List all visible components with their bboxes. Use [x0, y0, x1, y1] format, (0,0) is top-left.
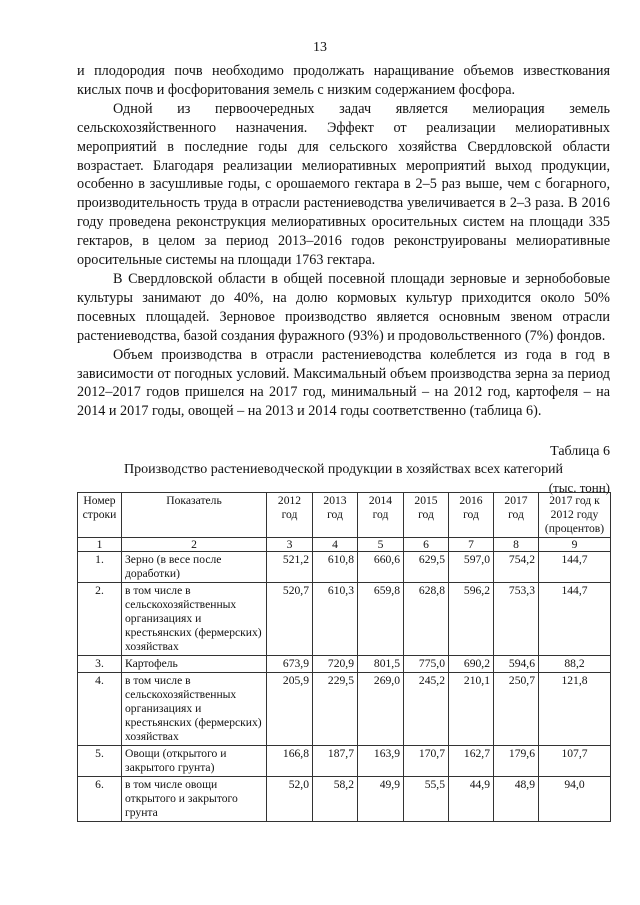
value-cell: 179,6 [494, 746, 539, 777]
row-number: 3. [78, 656, 122, 673]
value-cell: 660,6 [358, 552, 404, 583]
percent-cell: 88,2 [539, 656, 611, 673]
value-cell: 58,2 [313, 777, 358, 822]
value-cell: 801,5 [358, 656, 404, 673]
table-row [78, 552, 611, 583]
header-percent: 2017 год к 2012 году (процентов) [539, 493, 611, 538]
value-cell: 170,7 [404, 746, 449, 777]
value-cell: 250,7 [494, 673, 539, 746]
value-cell: 229,5 [313, 673, 358, 746]
value-cell: 55,5 [404, 777, 449, 822]
index-cell: 3 [267, 538, 313, 552]
value-cell: 210,1 [449, 673, 494, 746]
header-2013: 2013 год [313, 493, 358, 538]
index-cell: 2 [122, 538, 267, 552]
header-2014: 2014 год [358, 493, 404, 538]
value-cell: 44,9 [449, 777, 494, 822]
indicator-name: в том числе овощи открытого и закрытого грунта [122, 777, 267, 822]
value-cell: 610,3 [313, 583, 358, 656]
value-cell: 629,5 [404, 552, 449, 583]
indicator-name: в том числе в сельскохозяйственных организациях и крестьянских (фермерских) хозяйствах [122, 673, 267, 746]
table-row [78, 583, 611, 656]
value-cell: 628,8 [404, 583, 449, 656]
header-2016: 2016 год [449, 493, 494, 538]
value-cell: 269,0 [358, 673, 404, 746]
indicator-name: Картофель [122, 656, 267, 673]
value-cell: 49,9 [358, 777, 404, 822]
value-cell: 163,9 [358, 746, 404, 777]
table-row [78, 746, 611, 777]
page-number: 13 [313, 40, 327, 55]
index-cell: 7 [449, 538, 494, 552]
row-number: 1. [78, 552, 122, 583]
row-number: 6. [78, 777, 122, 822]
index-cell: 9 [539, 538, 611, 552]
table-row [78, 673, 611, 746]
index-cell: 5 [358, 538, 404, 552]
row-number: 4. [78, 673, 122, 746]
table-label: Таблица 6 [550, 444, 610, 459]
value-cell: 753,3 [494, 583, 539, 656]
header-indicator: Показатель [122, 493, 267, 538]
paragraph-1: и плодородия почв необходимо продолжать наращивание объемов известкования кислых почв и фосфоритования земель с низким содержанием фосфора. [77, 63, 610, 98]
percent-cell: 121,8 [539, 673, 611, 746]
value-cell: 596,2 [449, 583, 494, 656]
production-table [77, 492, 611, 822]
header-2017: 2017 год [494, 493, 539, 538]
value-cell: 520,7 [267, 583, 313, 656]
value-cell: 166,8 [267, 746, 313, 777]
table-title: Производство растениеводческой продукции в хозяйствах всех категорий [124, 462, 563, 477]
header-row-number: Номер строки [78, 493, 122, 538]
value-cell: 162,7 [449, 746, 494, 777]
value-cell: 52,0 [267, 777, 313, 822]
table-row [78, 777, 611, 822]
body-text [77, 62, 610, 421]
value-cell: 597,0 [449, 552, 494, 583]
value-cell: 754,2 [494, 552, 539, 583]
value-cell: 690,2 [449, 656, 494, 673]
table-unit: (тыс. тонн) [548, 480, 610, 495]
percent-cell: 94,0 [539, 777, 611, 822]
value-cell: 610,8 [313, 552, 358, 583]
table-row [78, 656, 611, 673]
index-cell: 1 [78, 538, 122, 552]
value-cell: 673,9 [267, 656, 313, 673]
paragraph-3: В Свердловской области в общей посевной площади зерновые и зернобобовые культуры занимают до 40%, на долю кормовых культур приходится около 50% посевных площадей. Зерновое производство является основным звеном отрасли растениеводства, базой создания фуражного (93%) и продовольственного (7%) фондов. [77, 270, 610, 344]
value-cell: 521,2 [267, 552, 313, 583]
percent-cell: 107,7 [539, 746, 611, 777]
value-cell: 659,8 [358, 583, 404, 656]
value-cell: 245,2 [404, 673, 449, 746]
indicator-name: Овощи (открытого и закрытого грунта) [122, 746, 267, 777]
indicator-name: в том числе в сельскохозяйственных организациях и крестьянских (фермерских) хозяйствах [122, 583, 267, 656]
percent-cell: 144,7 [539, 552, 611, 583]
indicator-name: Зерно (в весе после доработки) [122, 552, 267, 583]
paragraph-2: Одной из первоочередных задач является мелиорация земель сельскохозяйственного назначения. Эффект от реализации мелиоративных мероприятий в последние годы для сельского хозяйства Свердловской области возрастает. Благодаря реализации мелиоративных мероприятий выход продукции, особенно в засушливые годы, с орошаемого гектара в 2–5 раз выше, чем с богарного, производительность труда в отрасли растениеводства увеличивается в 2–3 раза. В 2016 году проведена реконструкция мелиоративных оросительных систем на площади 335 гектаров, в целом за период 2013–2016 годов реконструированы мелиоративные оросительные системы на площади 1763 гектара. [77, 100, 610, 269]
row-number: 5. [78, 746, 122, 777]
value-cell: 48,9 [494, 777, 539, 822]
value-cell: 205,9 [267, 673, 313, 746]
percent-cell: 144,7 [539, 583, 611, 656]
index-cell: 4 [313, 538, 358, 552]
value-cell: 720,9 [313, 656, 358, 673]
index-cell: 6 [404, 538, 449, 552]
header-2015: 2015 год [404, 493, 449, 538]
paragraph-4: Объем производства в отрасли растениеводства колеблется из года в год в зависимости от погодных условий. Максимальный объем производства зерна за период 2012–2017 годов пришелся на 2017 год, минимальный – на 2012 год, картофеля – на 2014 и 2017 годы, овощей – на 2013 и 2014 годы соответственно (таблица 6). [77, 346, 610, 420]
value-cell: 594,6 [494, 656, 539, 673]
row-number: 2. [78, 583, 122, 656]
value-cell: 775,0 [404, 656, 449, 673]
table-index-row [78, 538, 611, 552]
table-header-row [78, 493, 611, 538]
value-cell: 187,7 [313, 746, 358, 777]
index-cell: 8 [494, 538, 539, 552]
header-2012: 2012 год [267, 493, 313, 538]
